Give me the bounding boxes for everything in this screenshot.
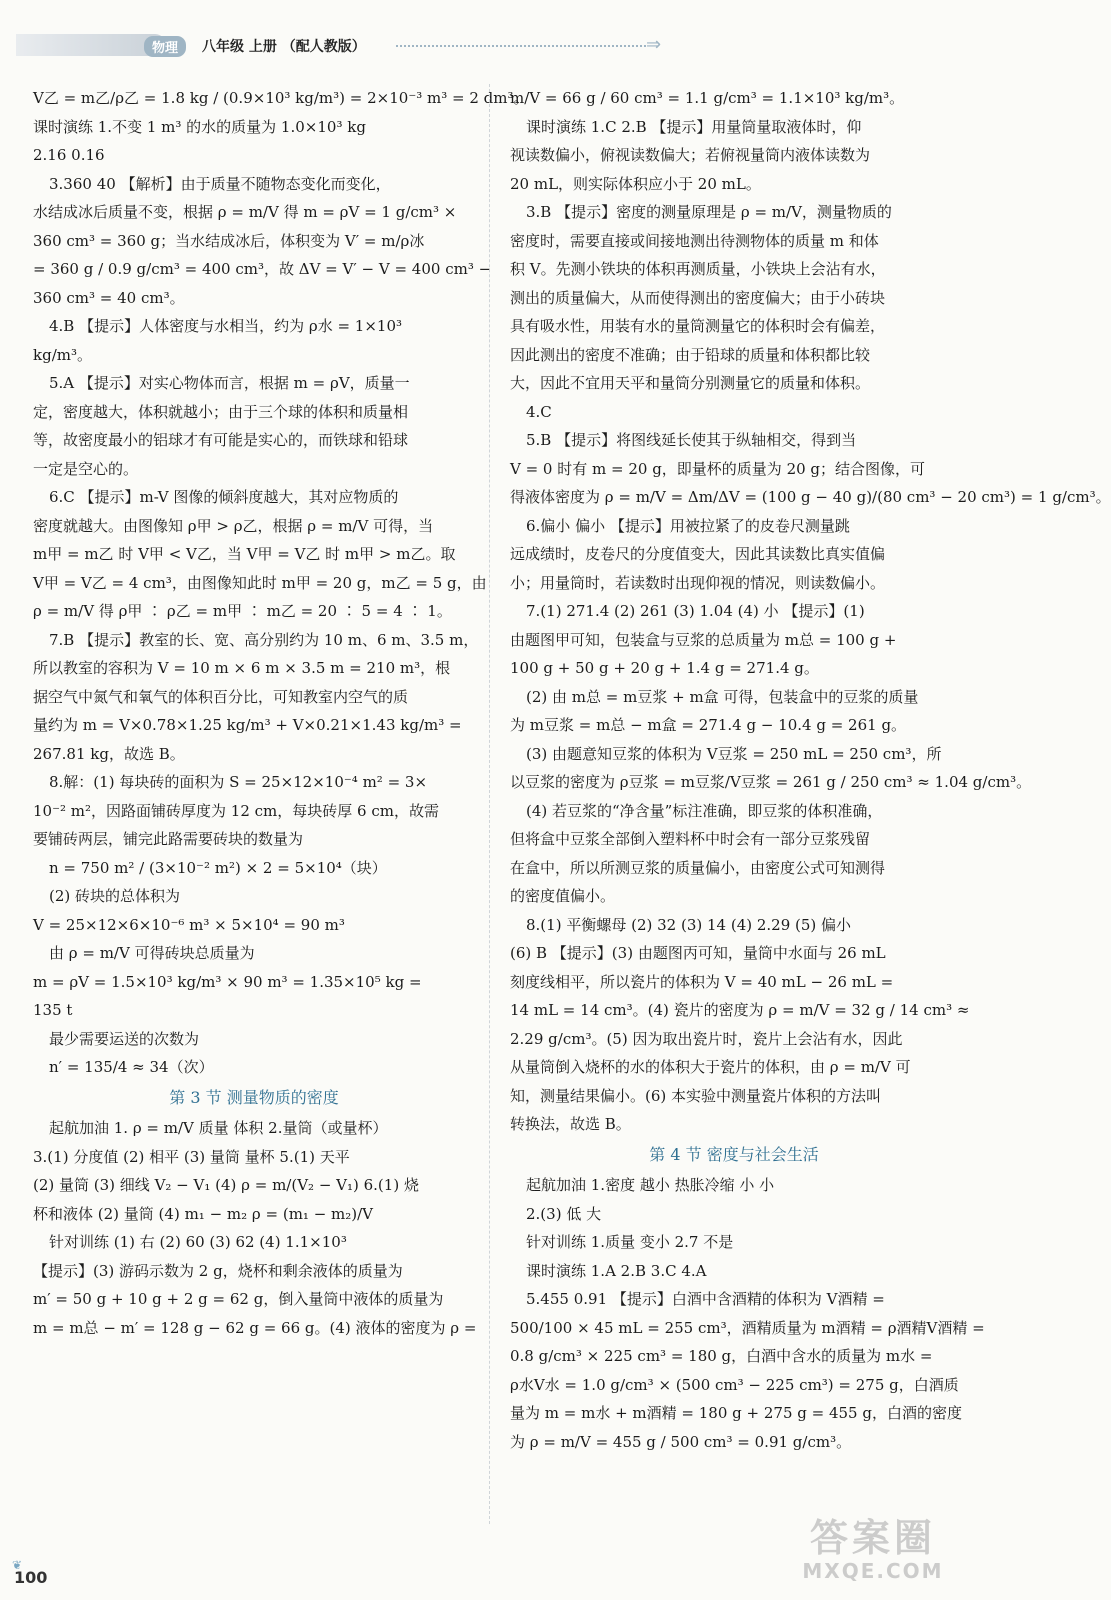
text-line: 4.B 【提示】人体密度与水相当，约为 ρ水 = 1×10³ [49, 317, 403, 335]
text-line: 360 cm³ = 360 g；当水结成冰后，体积变为 V′ = m/ρ冰 [33, 231, 425, 250]
right-column [510, 84, 1111, 1456]
text-line: 杯和液体 (2) 量筒 (4) m₁ − m₂ ρ = (m₁ − m₂)/V [33, 1204, 374, 1223]
text-line: 6.偏小 偏小 【提示】用被拉紧了的皮卷尺测量跳 [526, 516, 850, 535]
text-line: 转换法，故选 B。 [510, 1115, 631, 1133]
header-dotted-rule [396, 45, 646, 47]
text-line: 2.29 g/cm³。(5) 因为取出瓷片时，瓷片上会沾有水，因此 [510, 1029, 903, 1048]
text-line: 由题图甲可知，包装盒与豆浆的总质量为 m总 = 100 g + [510, 630, 897, 649]
text-line: 课时演练 1.A 2.B 3.C 4.A [526, 1261, 707, 1280]
formula-line: 14 mL = 14 cm³。(4) 瓷片的密度为 ρ = m/V = 32 g / 14 cm³ ≈ [510, 1001, 970, 1019]
text-line: (4) 若豆浆的“净含量”标注准确，即豆浆的体积准确， [526, 801, 883, 820]
watermark-main: 答案圈 [809, 1516, 936, 1560]
text-line: ρ水V水 = 1.0 g/cm³ × (500 cm³ − 225 cm³) = 275 g，白酒质 [510, 1375, 959, 1394]
formula-line: n′ = 135/4 ≈ 34（次） [49, 1058, 214, 1076]
text-line: 500/100 × 45 mL = 255 cm³，酒精质量为 m酒精 = ρ酒精V酒精 = [510, 1318, 985, 1337]
text-line: 视读数偏小，俯视读数偏大；若俯视量筒内液体读数为 [510, 146, 871, 164]
text-line: ρ = m/V 得 ρ甲 ∶ ρ乙 = m甲 ∶ m乙 = 20 ∶ 5 = 4 ∶ 1。 [33, 602, 452, 620]
section-title: 第 3 节 测量物质的密度 [169, 1087, 339, 1107]
text-line: 10⁻² m²，因路面铺砖厚度为 12 cm，每块砖厚 6 cm，故需 [33, 801, 439, 820]
watermark-sub: MXQE.COM [802, 1559, 944, 1583]
text-line: 2.(3) 低 大 [526, 1204, 602, 1223]
text-line: 最少需要运送的次数为 [49, 1029, 200, 1048]
text-line: 267.81 kg，故选 B。 [33, 744, 185, 763]
text-line: 一定是空心的。 [33, 459, 139, 478]
text-line: 起航加油 1.密度 越小 热胀冷缩 小 小 [526, 1176, 775, 1194]
text-line: 5.B 【提示】将图线延长使其于纵轴相交，得到当 [526, 431, 857, 449]
arrow-icon: ⇒ [646, 34, 662, 55]
text-line: 【提示】(3) 游码示数为 2 g，烧杯和剩余液体的质量为 [33, 1261, 403, 1280]
text-line: 测出的质量偏大，从而使得测出的密度偏大；由于小砖块 [510, 288, 886, 307]
text-line: 远成绩时，皮卷尺的分度值变大，因此其读数比真实值偏 [510, 545, 886, 563]
text-line: 知，测量结果偏小。(6) 本实验中测量瓷片体积的方法叫 [510, 1086, 882, 1105]
text-line: 但将盒中豆浆全部倒入塑料杯中时会有一部分豆浆残留 [510, 830, 871, 848]
text-line: (2) 由 m总 = m豆浆 + m盒 可得，包装盒中的豆浆的质量 [526, 687, 919, 706]
text-line: 量约为 m = V×0.78×1.25 kg/m³ + V×0.21×1.43 kg/m³ = [33, 716, 462, 734]
text-line: 6.C 【提示】m-V 图像的倾斜度越大，其对应物质的 [49, 488, 399, 506]
text-line: 3.B 【提示】密度的测量原理是 ρ = m/V，测量物质的 [526, 203, 892, 221]
text-line: 具有吸水性，用装有水的量筒测量它的体积时会有偏差， [510, 317, 886, 335]
text-line: 20 mL，则实际体积应小于 20 mL。 [510, 174, 761, 193]
text-line: 积 V。先测小铁块的体积再测质量，小铁块上会沾有水， [510, 260, 886, 278]
text-line: m = m总 − m′ = 128 g − 62 g = 66 g。(4) 液体的密度为 ρ = [33, 1318, 477, 1337]
text-line: (2) 量筒 (3) 细线 V₂ − V₁ (4) ρ = m/(V₂ − V₁) 6.(1) 烧 [33, 1176, 419, 1194]
text-line: 课时演练 1.不变 1 m³ 的水的质量为 1.0×10³ kg [33, 117, 366, 136]
text-line: 密度时，需要直接或间接地测出待测物体的质量 m 和体 [510, 231, 879, 250]
text-line: m甲 = m乙 时 V甲 < V乙，当 V甲 = V乙 时 m甲 > m乙。取 [33, 545, 456, 563]
text-line: 在盒中，所以所测豆浆的质量偏小，由密度公式可知测得 [510, 858, 886, 877]
text-line: 小；用量筒时，若读数时出现仰视的情况，则读数偏小。 [510, 573, 886, 592]
section-title: 第 4 节 密度与社会生活 [649, 1144, 819, 1164]
text-line: 针对训练 (1) 右 (2) 60 (3) 62 (4) 1.1×10³ [49, 1233, 347, 1251]
text-line: (3) 由题意知豆浆的体积为 V豆浆 = 250 mL = 250 cm³，所 [526, 744, 942, 763]
text-line: 为 m豆浆 = m总 − m盒 = 271.4 g − 10.4 g = 261 g。 [510, 716, 907, 734]
text-line: 所以教室的容积为 V = 10 m × 6 m × 3.5 m = 210 m³，根 [33, 659, 451, 677]
text-line: 100 g + 50 g + 20 g + 1.4 g = 271.4 g。 [510, 659, 819, 677]
text-line: 课时演练 1.C 2.B 【提示】用量筒量取液体时，仰 [526, 117, 862, 136]
text-line: 的密度值偏小。 [510, 887, 616, 905]
text-line: 量为 m = m水 + m酒精 = 180 g + 275 g = 455 g，白酒的密度 [510, 1404, 962, 1422]
text-line: 8.解：(1) 每块砖的面积为 S = 25×12×10⁻⁴ m² = 3× [49, 773, 428, 791]
text-line: 要铺砖两层，铺完此路需要砖块的数量为 [33, 830, 304, 848]
book-title: 八年级 上册 （配人教版） [202, 39, 366, 55]
text-line: 3.(1) 分度值 (2) 相平 (3) 量筒 量杯 5.(1) 天平 [33, 1147, 350, 1166]
text-line: 等，故密度最小的铝球才有可能是实心的，而铁球和铅球 [33, 431, 409, 449]
text-line: 水结成冰后质量不变，根据 ρ = m/V 得 m = ρV = 1 g/cm³ × [33, 203, 457, 221]
formula-line: 为 ρ = m/V = 455 g / 500 cm³ = 0.91 g/cm³。 [510, 1432, 852, 1451]
page-header [16, 28, 696, 62]
formula-line: n = 750 m² / (3×10⁻² m²) × 2 = 5×10⁴（块） [49, 858, 387, 877]
text-line: 8.(1) 平衡螺母 (2) 32 (3) 14 (4) 2.29 (5) 偏小 [526, 915, 852, 934]
watermark [768, 1516, 978, 1586]
text-line: 5.455 0.91 【提示】白酒中含酒精的体积为 V酒精 = [526, 1290, 885, 1308]
text-line: 5.A 【提示】对实心物体而言，根据 m = ρV，质量一 [49, 374, 410, 392]
text-line: 因此测出的密度不准确；由于铅球的质量和体积都比较 [510, 345, 871, 364]
text-line: 4.C [526, 402, 552, 421]
formula-line: 得液体密度为 ρ = m/V = Δm/ΔV = (100 g − 40 g)/(80 cm³ − 20 cm³) = 1 g/cm³。 [510, 488, 1111, 506]
page-number [8, 1558, 48, 1590]
text-line: kg/m³。 [33, 345, 92, 364]
text-line: V甲 = V乙 = 4 cm³，由图像知此时 m甲 = 20 g，m乙 = 5 g，由 [33, 573, 487, 592]
text-line: 7.(1) 271.4 (2) 261 (3) 1.04 (4) 小 【提示】(1) [526, 602, 865, 620]
text-line: 135 t [33, 1001, 73, 1019]
text-line: m′ = 50 g + 10 g + 2 g = 62 g，倒入量筒中液体的质量为 [33, 1290, 444, 1308]
leaf-icon: ❦ [12, 1558, 23, 1572]
text-line: 定，密度越大，体积就越小；由于三个球的体积和质量相 [33, 402, 409, 421]
text-line: 0.8 g/cm³ × 225 cm³ = 180 g，白酒中含水的质量为 m水 = [510, 1347, 933, 1365]
text-line: (2) 砖块的总体积为 [49, 887, 181, 905]
text-line: 从量筒倒入烧杯的水的体积大于瓷片的体积，由 ρ = m/V 可 [510, 1058, 911, 1076]
text-line: 3.360 40 【解析】由于质量不随物态变化而变化， [49, 174, 391, 193]
subject-badge: 物理 [144, 36, 186, 57]
text-line: 由 ρ = m/V 可得砖块总质量为 [49, 944, 255, 962]
text-line: 针对训练 1.质量 变小 2.7 不是 [526, 1233, 734, 1251]
text-line: 起航加油 1. ρ = m/V 质量 体积 2.量筒（或量杯） [49, 1119, 388, 1137]
text-line: 密度就越大。由图像知 ρ甲 > ρ乙，根据 ρ = m/V 可得，当 [33, 516, 434, 535]
text-line: 360 cm³ = 40 cm³。 [33, 288, 185, 307]
text-line: = 360 g / 0.9 g/cm³ = 400 cm³，故 ΔV = V′ − V = 400 cm³ − [33, 260, 492, 278]
text-line: 7.B 【提示】教室的长、宽、高分别约为 10 m、6 m、3.5 m， [49, 630, 479, 649]
text-line: 据空气中氮气和氧气的体积百分比，可知教室内空气的质 [33, 687, 409, 706]
formula-line: m = ρV = 1.5×10³ kg/m³ × 90 m³ = 1.35×10⁵ kg = [33, 972, 422, 991]
text-line: V = 0 时有 m = 20 g，即量杯的质量为 20 g；结合图像，可 [510, 459, 926, 478]
text-line: 2.16 0.16 [33, 146, 105, 164]
left-column [33, 84, 529, 1342]
text-line: V乙 = m乙/ρ乙 = 1.8 kg / (0.9×10³ kg/m³) = 2×10⁻³ m³ = 2 dm³。 [33, 89, 529, 107]
text-line: 大，因此不宜用天平和量筒分别测量它的质量和体积。 [510, 374, 871, 392]
text-line: 刻度线相平，所以瓷片的体积为 V = 40 mL − 26 mL = [510, 972, 894, 991]
page-number-text: 100 [14, 1568, 48, 1587]
formula-line: V = 25×12×6×10⁻⁶ m³ × 5×10⁴ = 90 m³ [33, 915, 345, 934]
formula-line: m/V = 66 g / 60 cm³ = 1.1 g/cm³ = 1.1×10³ kg/m³。 [510, 89, 905, 107]
column-divider [489, 84, 490, 1524]
formula-line: 以豆浆的密度为 ρ豆浆 = m豆浆/V豆浆 = 261 g / 250 cm³ ≈ 1.04 g/cm³。 [510, 773, 1032, 791]
text-line: (6) B 【提示】(3) 由题图丙可知，量筒中水面与 26 mL [510, 944, 886, 962]
